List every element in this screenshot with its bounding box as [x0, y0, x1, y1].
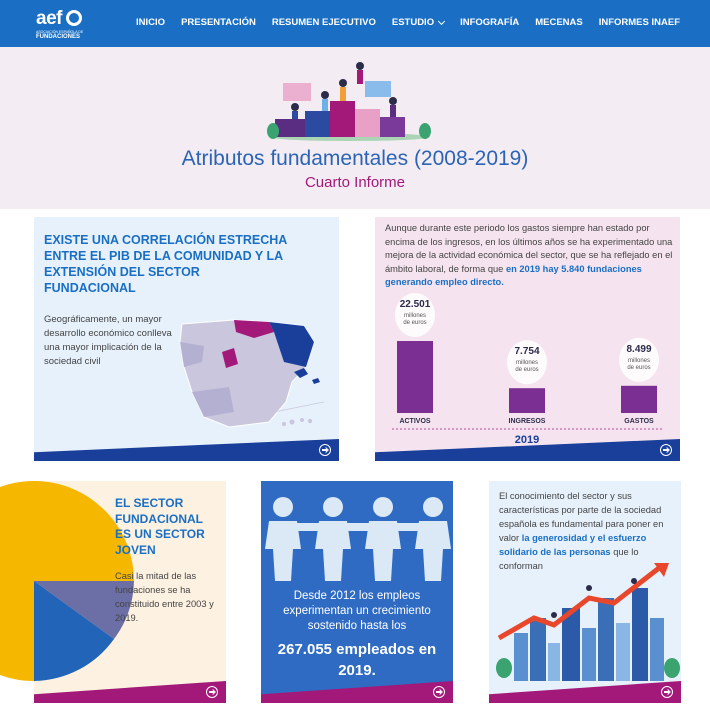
arrow-right-circle-icon[interactable]	[660, 444, 672, 456]
bar-unit-label: millones de euros	[515, 360, 539, 374]
bar-value-label: 7.754	[514, 346, 540, 358]
nav-item-infografia[interactable]: INFOGRAFÍA	[460, 17, 520, 28]
card-highlight-figure: 267.055 empleados en 2019.	[277, 641, 437, 679]
nav-item-mecenas[interactable]: MECENAS	[535, 17, 583, 28]
card-body	[499, 489, 679, 573]
nav-item-inicio[interactable]: INICIO	[136, 17, 166, 28]
bar-category-label: GASTOS	[624, 418, 654, 425]
chart-year-label: 2019	[514, 434, 540, 446]
card-body: Casi la mitad de las fundaciones se ha constituido entre 2003 y 2019.	[115, 571, 214, 623]
bar-unit-label: millones de euros	[627, 357, 651, 371]
logo-ring-icon	[66, 10, 82, 26]
nav-item-presentacion[interactable]: PRESENTACIÓN	[181, 17, 256, 28]
card-footer	[34, 681, 226, 703]
card-heading: EL SECTOR FUNDACIONAL ES UN SECTOR JOVEN	[115, 496, 205, 557]
card-footer	[489, 681, 681, 703]
hero-banner	[0, 47, 710, 209]
card-body-text: Aunque durante este periodo los gastos siempre han estado por encima de los ingresos, en los últimos años se ha experimentado una mejora de la actividad económica del sector, que se ha reflejado en el ámbito laboral, de forma que	[385, 223, 673, 274]
card-footer	[261, 681, 453, 703]
nav-item-estudio[interactable]	[392, 17, 444, 28]
card-body	[385, 222, 675, 290]
bar-unit-label: millones de euros	[403, 313, 427, 326]
card-heading: EXISTE UNA CORRELACIÓN ESTRECHA ENTRE EL PIB DE LA COMUNIDAD Y LA EXTENSIÓN DEL SECTOR FUNDACIONAL	[44, 233, 287, 295]
bar-value-label: 22.501	[399, 299, 431, 310]
card-body: Desde 2012 los empleos experimentan un crecimiento sostenido hasta los	[283, 590, 431, 632]
main-menu	[136, 17, 680, 28]
city-growth-arrow-illustration	[494, 563, 679, 681]
aef-logo[interactable]	[36, 8, 106, 40]
nav-item-resumen-ejecutivo[interactable]: RESUMEN EJECUTIVO	[271, 17, 376, 28]
card-body-text-end: que lo conforman	[499, 547, 639, 571]
bar-activos	[397, 341, 433, 413]
card-body-highlight: la generosidad y el esfuerzo solidario de las personas	[499, 533, 647, 557]
card-body-highlight: en 2019 hay 5.840 fundaciones generando empleo directo.	[385, 263, 642, 287]
card-actividad-economica[interactable]	[375, 217, 680, 461]
logo-line-1: ASOCIACIÓN ESPAÑOLA DE	[36, 30, 84, 34]
card-body: Geográficamente, un mayor desarrollo económico conlleva una mayor implicación de la sociedad civil	[44, 314, 172, 367]
arrow-right-circle-icon[interactable]	[206, 686, 218, 698]
arrow-right-circle-icon[interactable]	[319, 444, 331, 456]
page-title: Atributos fundamentales (2008-2019)	[181, 147, 529, 170]
page-subtitle: Cuarto Informe	[304, 174, 406, 191]
hero-people-blocks-illustration	[265, 61, 435, 141]
finance-bar-chart	[387, 295, 667, 446]
card-conocimiento-sector[interactable]	[489, 481, 681, 703]
nav-item-informes-inaef[interactable]: INFORMES INAEF	[598, 17, 680, 28]
card-correlacion-pib[interactable]	[34, 217, 339, 461]
card-body-text: El conocimiento del sector y sus características por parte de la sociedad española es fundamental para poner en valor	[499, 491, 664, 543]
card-empleos[interactable]	[261, 481, 453, 703]
bar-category-label: ACTIVOS	[399, 418, 431, 425]
chevron-down-icon	[438, 17, 445, 24]
card-sector-joven[interactable]	[34, 481, 226, 703]
bar-category-label: INGRESOS	[508, 418, 546, 425]
paper-people-chain-illustration	[261, 491, 453, 586]
bar-value-label: 8.499	[626, 343, 652, 355]
bar-ingresos	[509, 388, 545, 413]
arrow-right-circle-icon[interactable]	[433, 686, 445, 698]
logo-line-2: FUNDACIONES	[36, 34, 81, 40]
card-footer	[34, 439, 339, 461]
top-navbar	[0, 0, 710, 47]
bar-gastos	[621, 386, 657, 413]
arrow-right-circle-icon[interactable]	[661, 686, 673, 698]
logo-text: aef	[36, 8, 62, 29]
nav-item-estudio-label: ESTUDIO	[391, 17, 435, 28]
spain-map-illustration	[174, 312, 334, 432]
